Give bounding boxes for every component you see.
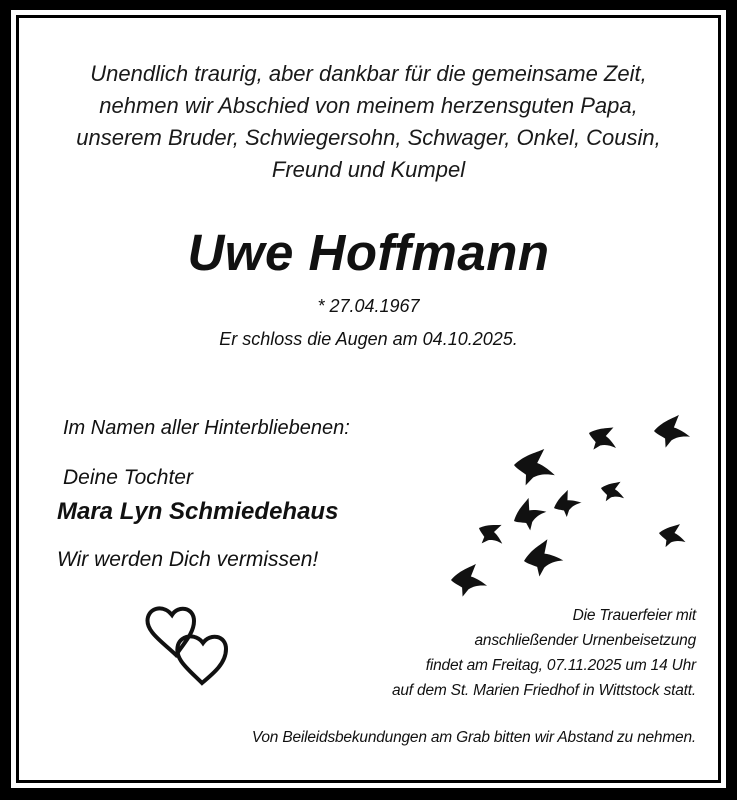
service-line: auf dem St. Marien Friedhof in Wittstock statt. [391, 682, 696, 699]
condolence-note: Von Beileidsbekundungen am Grab bitten wir Abstand zu nehmen. [251, 729, 696, 746]
service-line: findet am Freitag, 07.11.2025 um 14 Uhr [425, 657, 696, 674]
intro-line: nehmen wir Abschied von meinem herzensguten Papa, [99, 93, 638, 118]
death-date: Er schloss die Augen am 04.10.2025. [219, 329, 518, 349]
mourners-intro: Im Namen aller Hinterbliebenen: [63, 417, 350, 439]
two-hearts-icon [134, 603, 244, 693]
funeral-service-info [392, 603, 696, 703]
flying-birds-icon [429, 403, 709, 603]
intro-line: unserem Bruder, Schwiegersohn, Schwager, Onkel, Cousin, [76, 125, 661, 150]
farewell-line: Wir werden Dich vermissen! [57, 548, 319, 571]
inner-white-margin [11, 10, 726, 788]
daughter-name: Mara Lyn Schmiedehaus [57, 498, 339, 525]
service-line: Die Trauerfeier mit [572, 607, 696, 624]
obituary-frame [16, 15, 721, 783]
daughter-label: Deine Tochter [63, 466, 193, 489]
intro-text [19, 58, 718, 186]
intro-line: Freund und Kumpel [271, 157, 466, 182]
service-line: anschließender Urnenbeisetzung [474, 632, 696, 649]
birth-date: * 27.04.1967 [317, 296, 420, 316]
intro-line: Unendlich traurig, aber dankbar für die gemeinsame Zeit, [90, 61, 647, 86]
deceased-name: Uwe Hoffmann [187, 224, 550, 281]
